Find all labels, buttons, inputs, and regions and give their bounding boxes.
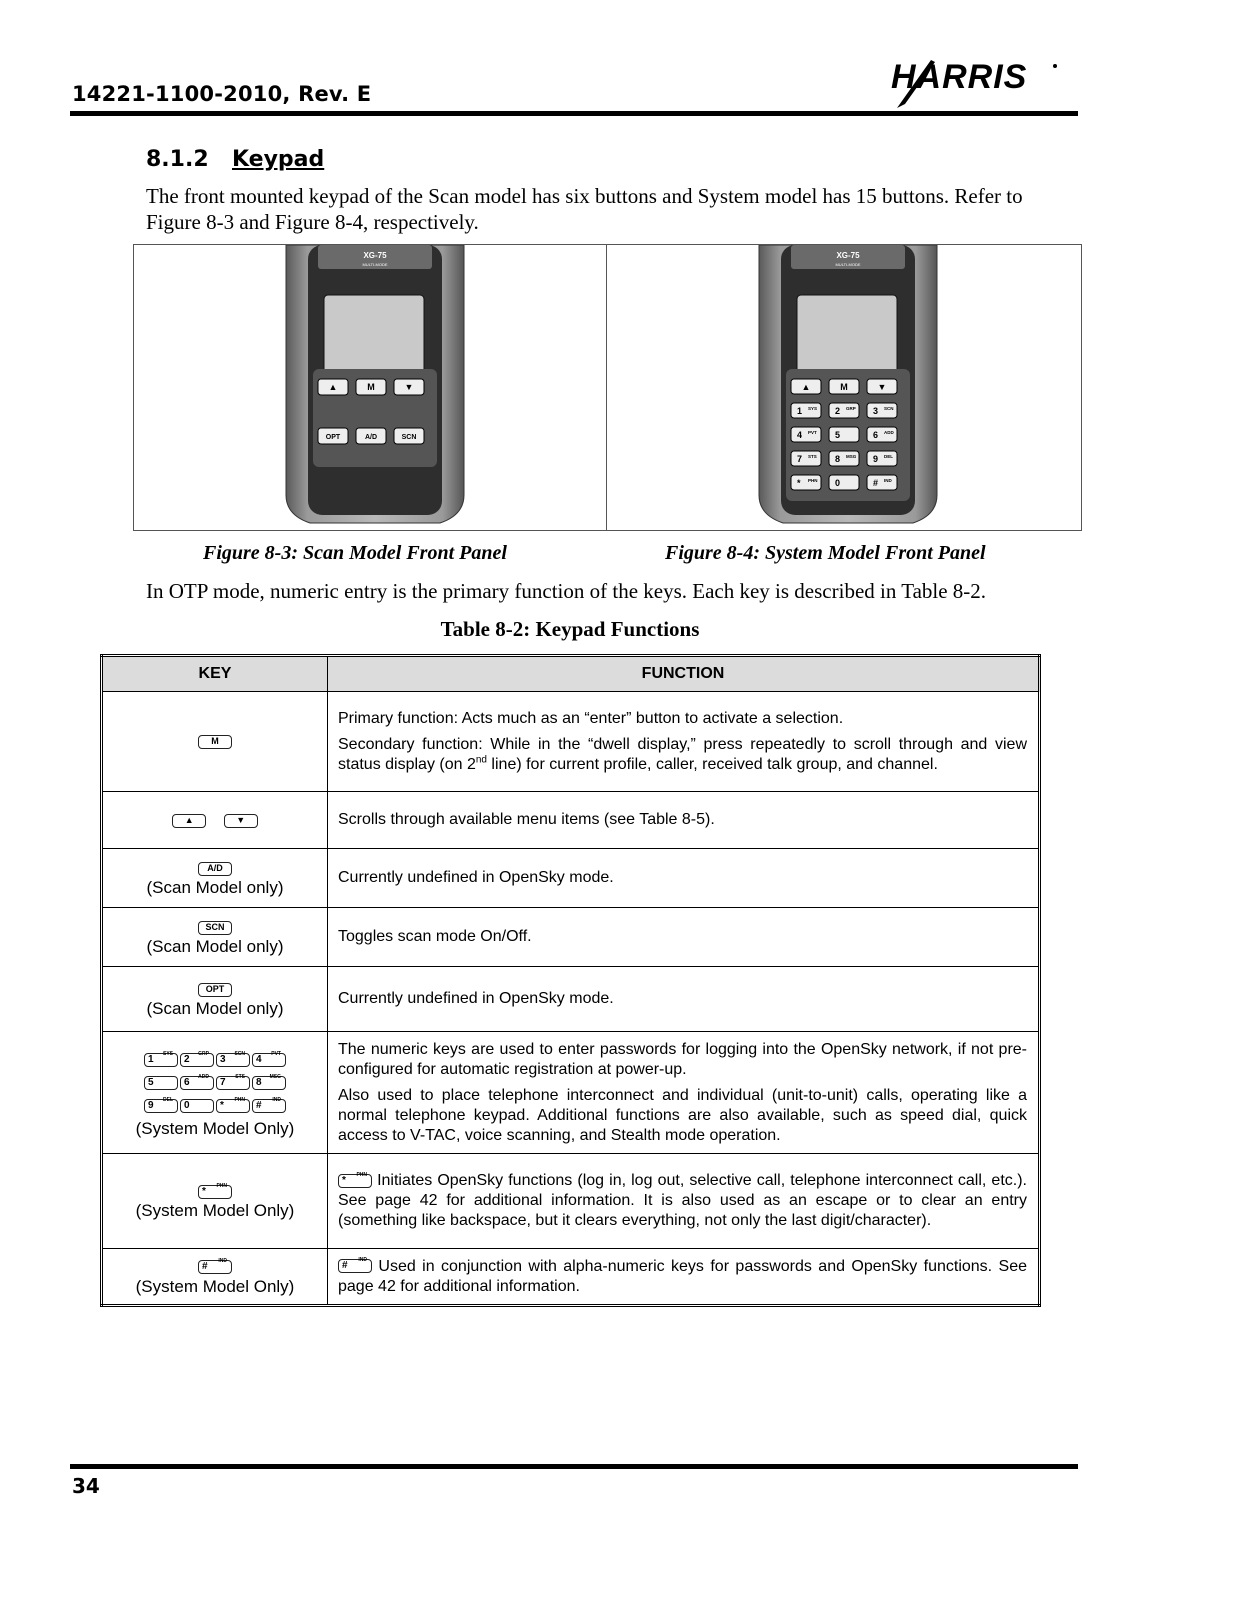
key-9-icon: 9 DEL xyxy=(144,1099,178,1113)
function-text: Scrolls through available menu items (see Table 8-5). xyxy=(338,811,715,828)
key-3-icon: 3 SCN xyxy=(216,1053,250,1067)
key-note: (Scan Model only) xyxy=(146,878,284,897)
key-star-icon: * PHN xyxy=(216,1099,250,1113)
key-note: (Scan Model only) xyxy=(146,999,284,1018)
down-arrow-key-icon: ▼ xyxy=(224,814,258,828)
key-cell-ad xyxy=(102,849,328,908)
function-cell xyxy=(328,1249,1040,1306)
scn-key-icon: SCN xyxy=(198,921,232,935)
function-text: Initiates OpenSky functions (log in, log out, selective call, telephone interconnect call, etc.). See page 42 for additional information. It is also used as an escape or to clear an entry (something like backspace, but it clears everything, not only the last digit/character). xyxy=(338,1172,1027,1229)
system-key-label-7: 5 xyxy=(835,430,841,440)
scan-key-opt-label: OPT xyxy=(325,434,341,441)
star-phn-key-icon: * PHN xyxy=(198,1185,232,1199)
svg-text:HARRIS: HARRIS xyxy=(891,58,1028,96)
table-row xyxy=(102,967,1040,1032)
scan-key-ad-label: A/D xyxy=(364,434,378,441)
system-key-label-3: 1 xyxy=(797,406,803,416)
system-key-sublabel-8: ADD xyxy=(884,430,894,435)
key-6-icon: 6 ADD xyxy=(180,1076,214,1090)
system-key-sublabel-10: MSG xyxy=(846,454,857,459)
system-key-label-4: 2 xyxy=(835,406,841,416)
system-key-label-6: 4 xyxy=(797,430,803,440)
section-heading xyxy=(146,147,324,172)
system-key-label-10: 8 xyxy=(835,454,841,464)
system-key-label-2: ▼ xyxy=(877,382,887,392)
table-row xyxy=(102,1249,1040,1306)
scan-key-scn-label: SCN xyxy=(401,434,417,441)
system-device-sublabel: MULTI-MODE xyxy=(835,262,861,267)
scan-device-label: XG-75 xyxy=(363,251,387,260)
system-key-7 xyxy=(829,427,859,442)
figure-8-4-caption: Figure 8-4: System Model Front Panel xyxy=(665,542,986,564)
system-key-sublabel-4: GRP xyxy=(846,406,856,411)
key-cell-arrows xyxy=(102,792,328,849)
section-number: 8.1.2 xyxy=(146,147,209,172)
key-cell-numeric xyxy=(102,1032,328,1154)
function-cell xyxy=(328,1032,1040,1154)
system-key-sublabel-14: IND xyxy=(884,478,892,483)
header-function: FUNCTION xyxy=(328,656,1040,692)
function-text: Currently undefined in OpenSky mode. xyxy=(338,869,614,886)
function-text: Toggles scan mode On/Off. xyxy=(338,928,532,945)
scan-key-down-label: ▼ xyxy=(404,382,414,392)
function-text: Currently undefined in OpenSky mode. xyxy=(338,990,614,1007)
m-key-icon: M xyxy=(198,735,232,749)
system-key-sublabel-5: SCN xyxy=(884,406,894,411)
function-cell xyxy=(328,1154,1040,1249)
function-text: Used in conjunction with alpha-numeric keys for passwords and OpenSky functions. See page 42 for additional information. xyxy=(338,1257,1027,1295)
key-8-icon: 8 MSG xyxy=(252,1076,286,1090)
function-cell xyxy=(328,849,1040,908)
system-key-label-12: * xyxy=(797,478,801,488)
table-row xyxy=(102,1032,1040,1154)
system-key-sublabel-6: PVT xyxy=(808,430,817,435)
system-device-label: XG-75 xyxy=(836,251,860,260)
key-note: (System Model Only) xyxy=(135,1118,295,1138)
key-cell-scn xyxy=(102,908,328,967)
table-row xyxy=(102,1154,1040,1249)
key-2-icon: 2 GRP xyxy=(180,1053,214,1067)
function-cell xyxy=(328,967,1040,1032)
figure-8-3-caption: Figure 8-3: Scan Model Front Panel xyxy=(203,542,507,564)
key-cell-star xyxy=(102,1154,328,1249)
document-id: 14221-1100-2010, Rev. E xyxy=(72,82,372,106)
function-text-secondary: Secondary function: While in the “dwell display,” press repeatedly to scroll through and view status display (on 2nd line) for current profile, caller, received talk group, and channel. xyxy=(338,735,1027,773)
section-title: Keypad xyxy=(232,147,325,172)
intro-paragraph: The front mounted keypad of the Scan model has six buttons and System model has 15 buttons. Refer to Figure 8-3 and Figure 8-4, respectively. xyxy=(146,184,1023,234)
up-arrow-key-icon: ▲ xyxy=(172,814,206,828)
function-cell xyxy=(328,792,1040,849)
table-row xyxy=(102,849,1040,908)
system-model-device-image xyxy=(753,245,943,529)
system-key-label-5: 3 xyxy=(873,406,879,416)
key-note: (System Model Only) xyxy=(135,1276,295,1296)
system-key-label-1: M xyxy=(840,382,848,392)
harris-logo xyxy=(883,52,1079,110)
table-row xyxy=(102,792,1040,849)
otp-paragraph: In OTP mode, numeric entry is the primary function of the keys. Each key is described in Table 8-2. xyxy=(146,579,987,603)
key-0-icon: 0 xyxy=(180,1099,214,1113)
key-5-icon: 5 xyxy=(144,1076,178,1090)
system-key-sublabel-3: SYS xyxy=(808,406,818,411)
function-text-secondary: Also used to place telephone interconnect and individual (unit-to-unit) calls, operating like a normal telephone keypad. Additional functions are also available, such as speed dial, quick access to V-TAC, voice scanning, and Stealth mode operation. xyxy=(338,1086,1027,1144)
scan-model-device-image xyxy=(280,245,470,529)
scan-key-m-label: M xyxy=(367,382,375,392)
system-key-label-9: 7 xyxy=(797,454,803,464)
key-1-icon: 1 SYS xyxy=(144,1053,178,1067)
table-row xyxy=(102,692,1040,792)
key-cell-m xyxy=(102,692,328,792)
key-7-icon: 7 STS xyxy=(216,1076,250,1090)
function-cell xyxy=(328,908,1040,967)
system-key-13 xyxy=(829,475,859,490)
figure-divider xyxy=(606,244,607,530)
table-header-row xyxy=(102,656,1040,692)
system-key-sublabel-9: STS xyxy=(808,454,817,459)
system-key-sublabel-11: DEL xyxy=(884,454,893,459)
system-key-sublabel-12: PHN xyxy=(808,478,818,483)
hash-ind-key-icon: # IND xyxy=(198,1260,232,1274)
key-cell-opt xyxy=(102,967,328,1032)
key-4-icon: 4 PVT xyxy=(252,1053,286,1067)
function-cell xyxy=(328,692,1040,792)
system-key-label-8: 6 xyxy=(873,430,879,440)
key-note: (Scan Model only) xyxy=(146,937,284,956)
key-hash-icon: # IND xyxy=(252,1099,286,1113)
footer-rule xyxy=(70,1464,1078,1469)
system-key-14 xyxy=(867,475,897,490)
scan-key-up-label: ▲ xyxy=(328,382,338,392)
key-cell-hash xyxy=(102,1249,328,1306)
star-phn-inline-icon: * PHN xyxy=(338,1174,372,1188)
scan-device-sublabel: MULTI-MODE xyxy=(362,262,388,267)
system-key-label-13: 0 xyxy=(835,478,841,488)
keypad-functions-table xyxy=(100,654,1041,1307)
table-row xyxy=(102,908,1040,967)
system-key-label-14: # xyxy=(873,478,879,488)
page-number: 34 xyxy=(72,1474,100,1498)
header-rule xyxy=(70,111,1078,116)
hash-ind-inline-icon: # IND xyxy=(338,1259,372,1273)
header-key: KEY xyxy=(102,656,328,692)
table-caption: Table 8-2: Keypad Functions xyxy=(440,617,700,641)
key-note: (System Model Only) xyxy=(135,1201,295,1220)
opt-key-icon: OPT xyxy=(198,983,232,997)
function-text: Primary function: Acts much as an “enter” button to activate a selection. xyxy=(338,709,844,727)
system-key-label-0: ▲ xyxy=(801,382,811,392)
system-key-label-11: 9 xyxy=(873,454,879,464)
ad-key-icon: A/D xyxy=(198,862,232,876)
function-text: The numeric keys are used to enter passwords for logging into the OpenSky network, if not pre-configured for automatic registration at power-up. xyxy=(338,1040,1027,1078)
